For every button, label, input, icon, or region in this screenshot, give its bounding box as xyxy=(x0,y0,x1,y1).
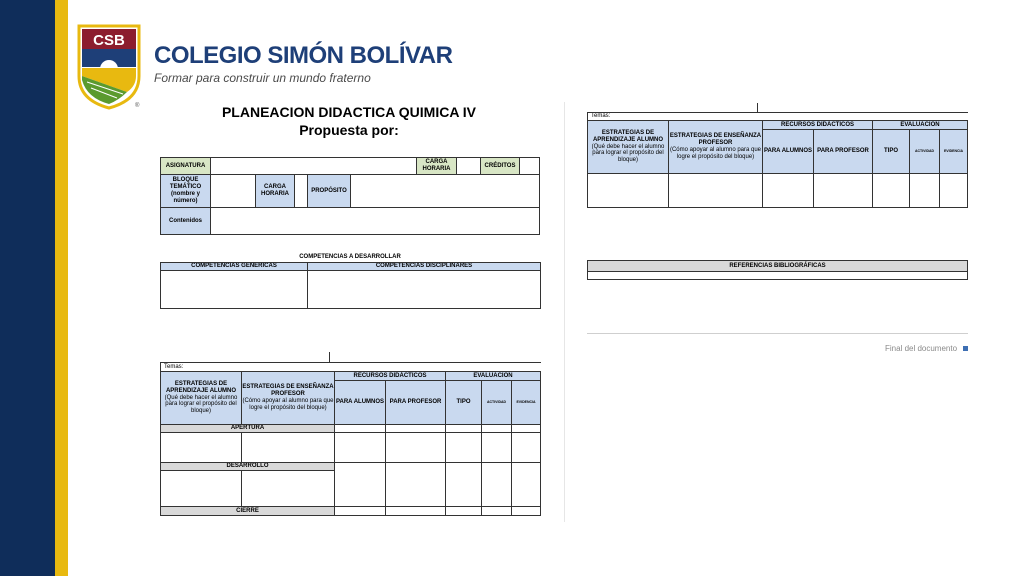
cierre-tipo[interactable] xyxy=(445,506,482,516)
desarrollo-tipo[interactable] xyxy=(445,462,482,507)
referencias-header: REFERENCIAS BIBLIOGRÁFICAS xyxy=(587,260,968,272)
proposito-field[interactable] xyxy=(350,174,540,208)
estrategias-ensenanza-note: (Cómo apoyar al alumno para que logre el propósito del bloque) xyxy=(242,398,334,411)
bloque-label: BLOQUE TEMÁTICO (nombre y número) xyxy=(160,174,211,208)
evidencia-header-right: EVIDENCIA xyxy=(939,129,968,174)
carga-horaria-2-field[interactable] xyxy=(294,174,308,208)
desarrollo-aprendizaje[interactable] xyxy=(160,470,242,507)
page-divider xyxy=(564,102,565,522)
estrategias-ensenanza-note-right: (Cómo apoyar al alumno para que logre el propósito del bloque) xyxy=(669,147,762,160)
desarrollo-label: DESARROLLO xyxy=(160,462,335,471)
end-of-document xyxy=(885,344,968,353)
right-tipo-field[interactable] xyxy=(872,173,910,208)
contenidos-field[interactable] xyxy=(210,207,540,235)
evidencia-header: EVIDENCIA xyxy=(511,380,541,425)
right-ensenanza-field[interactable] xyxy=(668,173,763,208)
document-title: PLANEACION DIDACTICA QUIMICA IV xyxy=(221,104,477,120)
desarrollo-actividad[interactable] xyxy=(481,462,512,507)
cierre-label: CIERRE xyxy=(160,506,335,516)
desarrollo-para-alumnos[interactable] xyxy=(334,462,386,507)
desarrollo-para-profesor[interactable] xyxy=(385,462,446,507)
right-para-alumnos-field[interactable] xyxy=(762,173,814,208)
evaluacion-header: EVALUACIÓN xyxy=(445,371,541,381)
cierre-para-alumnos[interactable] xyxy=(334,506,386,516)
estrategias-aprendizaje-header xyxy=(160,371,242,425)
estrategias-ensenanza-header xyxy=(241,371,335,425)
apertura-aprendizaje[interactable] xyxy=(160,432,242,463)
para-alumnos-header: PARA ALUMNOS xyxy=(334,380,386,425)
square-icon xyxy=(963,346,968,351)
end-of-document-text: Final del documento xyxy=(885,344,958,353)
carga-horaria-label: CARGA HORARIA xyxy=(416,157,457,175)
apertura-para-alumnos[interactable] xyxy=(334,424,386,463)
para-profesor-header-right: PARA PROFESOR xyxy=(813,129,873,174)
creditos-field[interactable] xyxy=(519,157,540,175)
shield-acronym: CSB xyxy=(93,32,125,49)
right-aprendizaje-field[interactable] xyxy=(587,173,669,208)
para-profesor-header: PARA PROFESOR xyxy=(385,380,446,425)
school-tagline: Formar para construir un mundo fraterno xyxy=(154,71,371,85)
registered-mark: ® xyxy=(135,103,140,109)
estrategias-aprendizaje-header-right xyxy=(587,120,669,174)
asignatura-label: ASIGNATURA xyxy=(160,157,211,175)
apertura-para-profesor[interactable] xyxy=(385,424,446,463)
right-evidencia-field[interactable] xyxy=(939,173,968,208)
competencias-disciplinares-header: COMPETENCIAS DISCIPLINARES xyxy=(307,262,541,271)
temas-label-right: Temas: xyxy=(587,112,968,121)
estrategias-ensenanza-header-right xyxy=(668,120,763,174)
carga-horaria-field[interactable] xyxy=(456,157,481,175)
temas-label: Temas: xyxy=(160,362,541,372)
estrategias-aprendizaje-title-right: ESTRATEGIAS DE APRENDIZAJE ALUMNO xyxy=(592,129,664,143)
end-divider xyxy=(587,333,968,334)
left-gold-band xyxy=(55,0,68,576)
estrategias-aprendizaje-note: (Qué debe hacer el alumno para lograr el propósito del bloque) xyxy=(164,394,238,415)
document-subtitle: Propuesta por: xyxy=(299,122,399,138)
tipo-header: TIPO xyxy=(445,380,482,425)
cierre-para-profesor[interactable] xyxy=(385,506,446,516)
estrategias-ensenanza-title-right: ESTRATEGIAS DE ENSEÑANZA PROFESOR xyxy=(669,133,762,147)
proposito-label: PROPÓSITO xyxy=(307,174,351,208)
apertura-actividad[interactable] xyxy=(481,424,512,463)
estrategias-aprendizaje-note-right: (Qué debe hacer el alumno para lograr el propósito del bloque) xyxy=(591,143,665,164)
evaluacion-header-right: EVALUACIÓN xyxy=(872,120,968,130)
recursos-header: RECURSOS DIDÁCTICOS xyxy=(334,371,446,381)
apertura-label: APERTURA xyxy=(160,424,335,433)
para-alumnos-header-right: PARA ALUMNOS xyxy=(762,129,814,174)
cierre-evidencia[interactable] xyxy=(511,506,541,516)
competencias-genericas-field[interactable] xyxy=(160,270,308,309)
tipo-header-right: TIPO xyxy=(872,129,910,174)
apertura-tipo[interactable] xyxy=(445,424,482,463)
bloque-field[interactable] xyxy=(210,174,256,208)
competencias-title: COMPETENCIAS A DESARROLLAR xyxy=(299,254,401,260)
recursos-header-right: RECURSOS DIDÁCTICOS xyxy=(762,120,873,130)
estrategias-ensenanza-title: ESTRATEGIAS DE ENSEÑANZA PROFESOR xyxy=(242,384,334,398)
cierre-actividad[interactable] xyxy=(481,506,512,516)
asignatura-field[interactable] xyxy=(210,157,417,175)
carga-horaria-2-label: CARGA HORARIA xyxy=(255,174,295,208)
school-name: COLEGIO SIMÓN BOLÍVAR xyxy=(154,42,453,69)
competencias-genericas-header: COMPETENCIAS GENÉRICAS xyxy=(160,262,308,271)
desarrollo-ensenanza[interactable] xyxy=(241,470,335,507)
right-para-profesor-field[interactable] xyxy=(813,173,873,208)
right-actividad-field[interactable] xyxy=(909,173,940,208)
competencias-disciplinares-field[interactable] xyxy=(307,270,541,309)
left-navy-band xyxy=(0,0,55,576)
actividad-header-right: ACTIVIDAD xyxy=(909,129,940,174)
creditos-label: CRÉDITOS xyxy=(480,157,520,175)
temas-marker xyxy=(329,352,330,362)
contenidos-label: Contenidos xyxy=(160,207,211,235)
actividad-header: ACTIVIDAD xyxy=(481,380,512,425)
apertura-ensenanza[interactable] xyxy=(241,432,335,463)
desarrollo-evidencia[interactable] xyxy=(511,462,541,507)
estrategias-aprendizaje-title: ESTRATEGIAS DE APRENDIZAJE ALUMNO xyxy=(165,380,237,394)
school-shield-logo xyxy=(77,24,141,110)
apertura-evidencia[interactable] xyxy=(511,424,541,463)
referencias-field[interactable] xyxy=(587,271,968,280)
